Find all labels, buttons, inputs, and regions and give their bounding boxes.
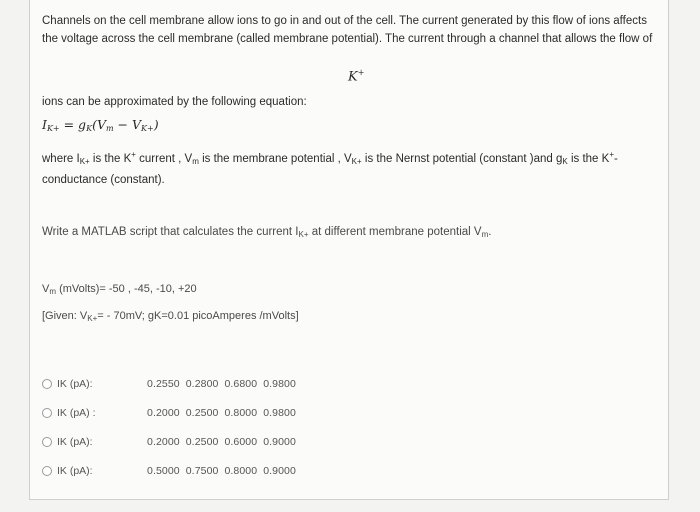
answer-option-3[interactable]: [42, 432, 296, 452]
option-label: IK (pA):: [57, 465, 93, 477]
answer-option-4[interactable]: [42, 461, 296, 481]
option-label: IK (pA):: [57, 378, 93, 390]
option-label: IK (pA):: [57, 436, 93, 448]
answer-option-1[interactable]: [42, 374, 296, 394]
radio-button[interactable]: [42, 437, 52, 447]
option-label: IK (pA) :: [57, 407, 96, 419]
ion-symbol: K+: [348, 68, 365, 85]
option-values: 0.2000 0.2500 0.8000 0.9800: [147, 407, 296, 419]
radio-button[interactable]: [42, 379, 52, 389]
option-values: 0.5000 0.7500 0.8000 0.9000: [147, 465, 296, 477]
current-equation: $I_{K+} = g_K(V_m - V_{K+})$: [42, 117, 159, 133]
question-intro: Channels on the cell membrane allow ions to go in and out of the cell. The current generated by this flow of ions affects the voltage across the cell membrane (called membrane potential). The current through a channel that allows the flow of: [42, 15, 653, 45]
option-values: 0.2000 0.2500 0.6000 0.9000: [147, 436, 296, 448]
answer-option-2[interactable]: [42, 403, 296, 423]
question-card: [29, 0, 669, 500]
radio-button[interactable]: [42, 408, 52, 418]
variable-definitions: where $I_{K+}$ is the K+ current , $V_m$ is the membrane potential , $V_{K+}$ is the Nernst potential (constant )and $g_K$ is the K+-conductance (constant).: [42, 150, 618, 186]
option-values: 0.2550 0.2800 0.6800 0.9800: [147, 378, 296, 390]
given-constants: [Given: $V_{K+}= - 70mV$; gK=0.01 picoAmperes /mVolts]: [42, 310, 299, 323]
approx-text: ions can be approximated by the following equation:: [42, 96, 307, 108]
radio-button[interactable]: [42, 466, 52, 476]
vm-values: $V_m$ (mVolts)= -50 , -45, -10, +20: [42, 283, 197, 296]
task-text: Write a MATLAB script that calculates the current $I_{K+}$ at different membrane potential $V_m$.: [42, 226, 492, 239]
